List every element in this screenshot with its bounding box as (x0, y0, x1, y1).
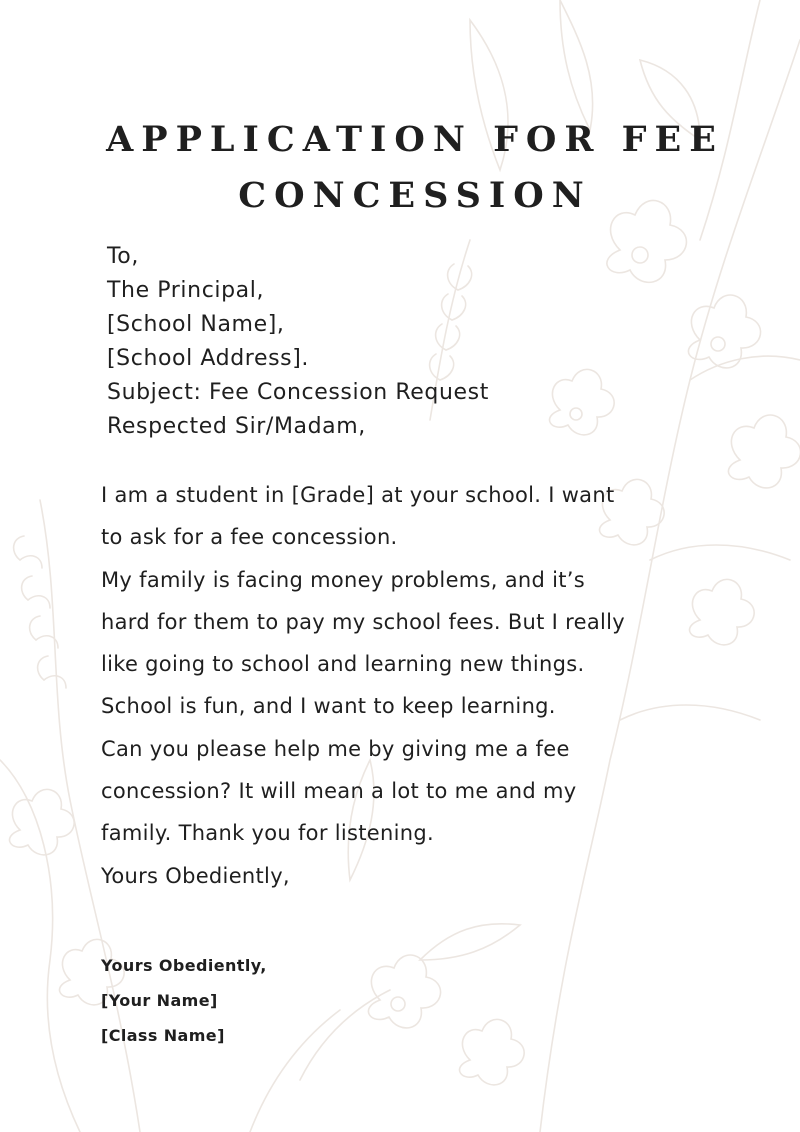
title-line-1: APPLICATION FOR FEE (106, 119, 724, 160)
address-school-address: [School Address]. (107, 346, 310, 371)
document-title (0, 112, 800, 224)
salutation: Respected Sir/Madam, (107, 414, 366, 439)
body-line: Yours Obediently, (101, 863, 290, 888)
signature-closing: Yours Obediently, (101, 956, 267, 975)
body-line: family. Thank you for listening. (101, 821, 434, 846)
signature-name: [Your Name] (101, 991, 218, 1010)
signature-class: [Class Name] (101, 1026, 225, 1045)
address-recipient: The Principal, (107, 278, 265, 303)
subject-line: Subject: Fee Concession Request (107, 380, 489, 405)
title-line-2: CONCESSION (238, 175, 592, 216)
body-line: to ask for a fee concession. (101, 525, 398, 550)
address-block (107, 240, 489, 444)
body-line: School is fun, and I want to keep learning. (101, 694, 556, 719)
address-to: To, (107, 244, 139, 269)
body-line: concession? It will mean a lot to me and my (101, 779, 577, 804)
body-line: Can you please help me by giving me a fee (101, 736, 570, 761)
body-line: like going to school and learning new things. (101, 652, 585, 677)
body-line: My family is facing money problems, and it’s (101, 567, 586, 592)
body-line: I am a student in [Grade] at your school. I want (101, 483, 615, 507)
signature-block (101, 948, 267, 1053)
address-school-name: [School Name], (107, 312, 285, 337)
body-line: hard for them to pay my school fees. But I really (101, 609, 625, 634)
letter-body (101, 474, 741, 897)
